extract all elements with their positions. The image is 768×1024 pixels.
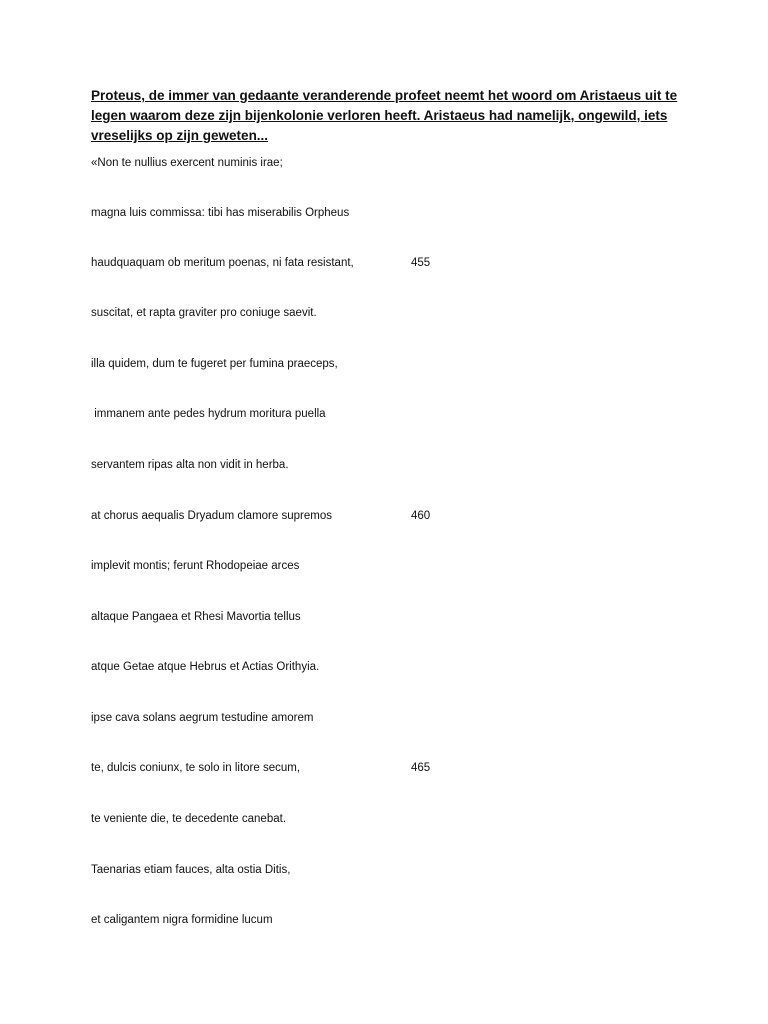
verse-text: magna luis commissa: tibi has miserabilis Orpheus xyxy=(91,207,350,219)
verse-text: illa quidem, dum te fugeret per fumina praeceps, xyxy=(91,358,338,370)
verse-line xyxy=(91,758,491,778)
verse-text: at chorus aequalis Dryadum clamore supremos xyxy=(91,510,332,522)
verse-text: «Non te nullius exercent numinis irae; xyxy=(91,157,283,169)
verse-text: te veniente die, te decedente canebat. xyxy=(91,813,287,825)
verse-line xyxy=(91,708,491,728)
verse-line xyxy=(91,860,491,880)
verse-number: 465 xyxy=(411,762,431,774)
verse-text: et caligantem nigra formidine lucum xyxy=(91,914,273,926)
verse-line xyxy=(91,354,491,374)
verse-line xyxy=(91,455,491,475)
document-heading: Proteus, de immer van gedaante veranderende profeet neemt het woord om Aristaeus uit te legen waarom deze zijn bijenkolonie verloren heeft. Aristaeus had namelijk, ongewild, iets vreselijks op zijn geweten... xyxy=(91,88,678,143)
verse-text: ipse cava solans aegrum testudine amorem xyxy=(91,712,314,724)
verse-text: atque Getae atque Hebrus et Actias Orithyia. xyxy=(91,661,320,673)
verse-line xyxy=(91,657,491,677)
verse-text: Taenarias etiam fauces, alta ostia Ditis, xyxy=(91,864,291,876)
verse-line xyxy=(91,253,491,273)
verse-line xyxy=(91,556,491,576)
verse-line xyxy=(91,910,491,930)
verse-line xyxy=(91,607,491,627)
verse-text: implevit montis; ferunt Rhodopeiae arces xyxy=(91,560,300,572)
verse-line xyxy=(91,404,491,424)
verse-text: altaque Pangaea et Rhesi Mavortia tellus xyxy=(91,611,301,623)
verse-line xyxy=(91,809,491,829)
verse-number: 460 xyxy=(411,510,431,522)
verse-text: servantem ripas alta non vidit in herba. xyxy=(91,459,289,471)
verse-text: suscitat, et rapta graviter pro coniuge saevit. xyxy=(91,307,317,319)
verse-line xyxy=(91,153,491,173)
verse-line xyxy=(91,203,491,223)
verse-line xyxy=(91,506,491,526)
verse-line xyxy=(91,303,491,323)
verse-text: te, dulcis coniunx, te solo in litore secum, xyxy=(91,762,301,774)
verse-text: immanem ante pedes hydrum moritura puella xyxy=(91,408,326,420)
verse-number: 455 xyxy=(411,257,431,269)
verse-text: haudquaquam ob meritum poenas, ni fata resistant, xyxy=(91,257,354,269)
